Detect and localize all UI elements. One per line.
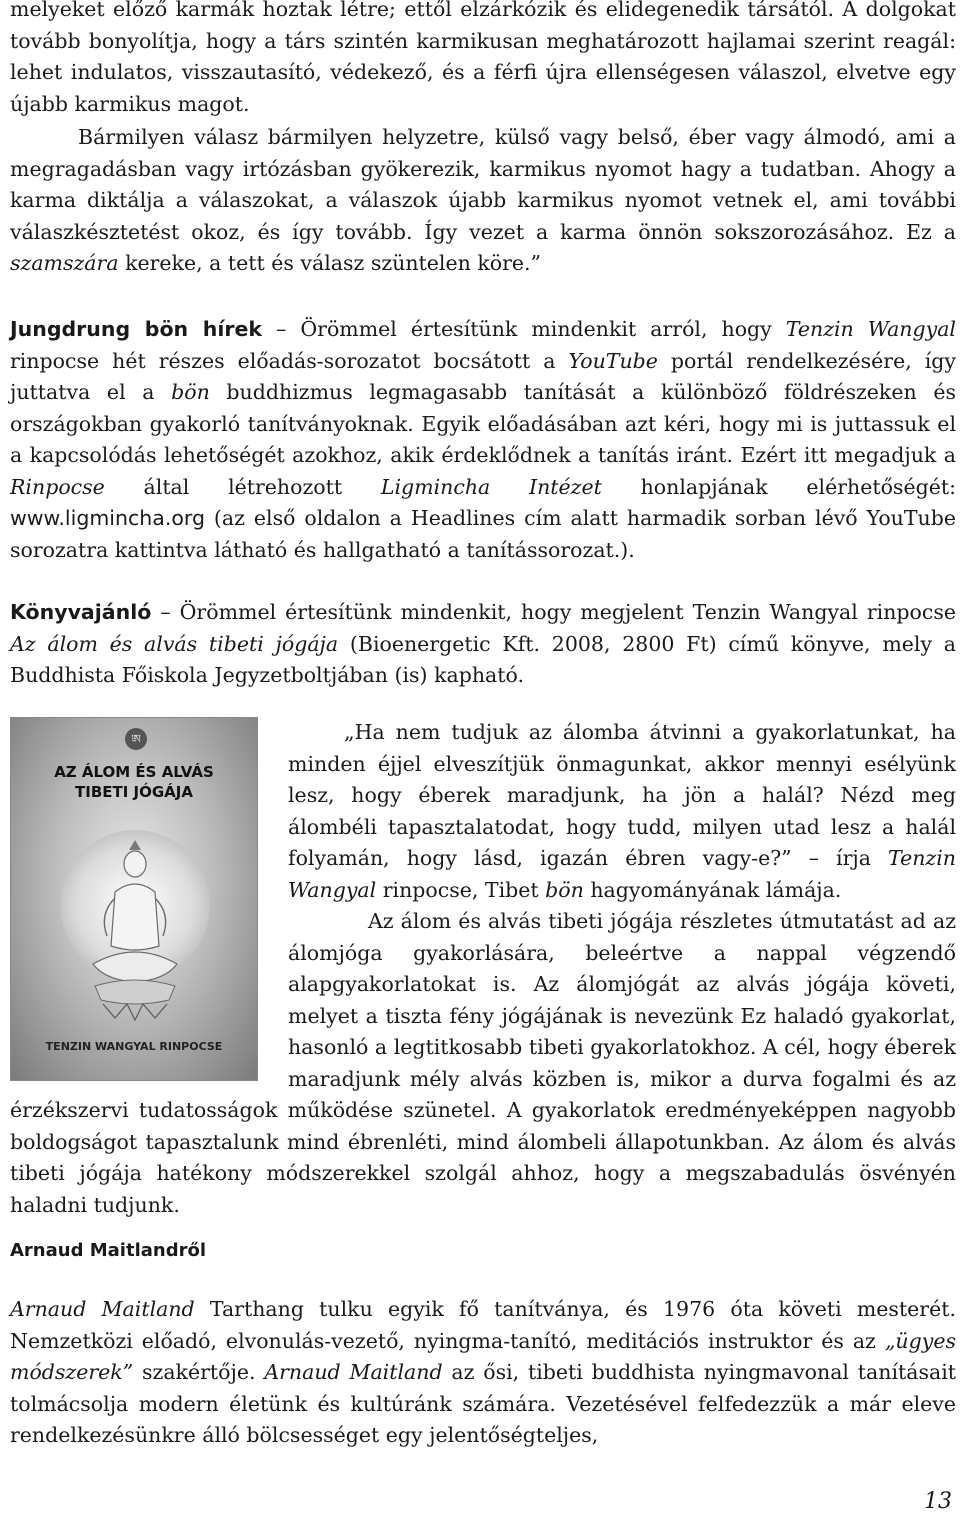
italic-term: „ügyes módszerek” [10,1328,956,1384]
italic-term: szamszára [10,251,119,275]
text-run: az ősi, tibeti buddhista nyingmavonal tanításait tolmácsolja modern életünk és kultúránk számára. Vezetésével felfedezzük a már eleve rendelkezésünkre álló bölcsességet egy jelentőségteljes, [10,1360,957,1447]
section-heading: Arnaud Maitlandről [10,1240,206,1261]
text-run: Örömmel értesítünk mindenkit arról, hogy [300,317,786,341]
paragraph-karma-intro [10,0,956,120]
emblem-icon: ཨ [125,728,147,750]
paragraph-book-recommendation [10,597,956,692]
paragraph-text: melyeket előző karmák hoztak létre; ettől elzárkózik és elidegenedik társától. A dolgokat tovább bonyolítja, hogy a társ szintén karmikusan meghatározott hajlamai szerint reagál: lehet indulatos, visszautasító, védekező, és a férfi újra ellenségesen válaszol, elvetve egy újabb karmikus magot. [10,0,956,116]
section-lead: Könyvajánló [10,600,152,624]
meditating-figure-icon [85,836,185,1036]
italic-name: Ligmincha Intézet [380,474,602,499]
italic-name: Tenzin Wangyal [288,846,956,902]
text-run: hagyományának lámája. [583,877,842,902]
text-run: kereke, a tett és válasz szüntelen köre.” [118,251,542,275]
italic-name: Tenzin Wangyal [785,317,956,341]
cover-title-line: AZ ÁLOM ÉS ALVÁS [54,763,214,781]
text-run: buddhizmus legmagasabb tanítását a különböző földrészeken és országokban gyakorló tanítványoknak. Egyik előadásában azt kéri, hogy mi is juttassuk el a kapcsolódás lehetőségét azokhoz, akik érdeklődnek a tanítás iránt. Ezért itt megadjuk a [10,380,956,467]
paragraph-jungdrung-news [10,314,956,566]
italic-book-title: Az álom és alvás tibeti jógája [10,631,339,656]
text-run: – Örömmel értesítünk mindenkit, hogy megjelent Tenzin Wangyal rinpocse [151,600,956,624]
website-url[interactable]: www.ligmincha.org [10,506,205,530]
text-run: Tarthang tulku egyik fő tanítványa, és 1976 óta követi mesterét. Nemzetközi előadó, elvonulás-vezető, nyingma-tanító, meditációs instruktor és az [10,1297,956,1353]
italic-name: Arnaud Maitland [10,1297,195,1321]
italic-name: Rinpocse [10,474,105,499]
text-run: honlapjának elérhetőségét: [601,474,956,499]
book-section [10,717,956,1221]
italic-name: YouTube [568,348,658,373]
italic-name: bön [545,877,584,902]
book-cover-author: TENZIN WANGYAL RINPOCSE [45,1040,223,1053]
text-run: portál rendelkezésére, így juttatva el a [10,348,956,404]
cover-title-line: TIBETI JÓGÁJA [75,783,193,801]
section-lead: Jungdrung bön hírek [10,317,263,341]
book-cover-image [10,717,258,1081]
italic-name: bön [171,380,210,404]
text-run: „Ha nem tudjuk az álomba átvinni a gyakorlatunkat, ha minden éjjel elveszítjük önmagunkat, akkor mennyi esélyünk lesz, hogy éberek maradjunk, ha jön a halál? Nézd meg álombéli tapasztalatodat, hogy tudd, milyen utad lesz a halál folyamán, hogy lásd, igazán ébren vagy-e?” – írja [288,720,956,870]
dash: – [262,317,301,341]
text-run: (az első oldalon a Headlines cím alatt harmadik sorban lévő YouTube sorozatra kattintva látható és hallgatható a tanítássorozat.). [10,506,956,562]
page-number: 13 [924,1489,952,1514]
text-run: rinpocse hét részes előadás-sorozatot bocsátott a [10,348,569,373]
text-run: Bármilyen válasz bármilyen helyzetre, külső vagy belső, éber vagy álmodó, ami a megragadásban vagy irtózásban gyökerezik, karmikus nyomot hagy a tudatban. Ahogy a karma diktálja a válaszokat, a válaszok újabb karmikus nyomot vetnek el, ami további válaszkésztetést okoz, és így tovább. Így vezet a karma önnön sokszorozásához. Ez a [10,125,956,244]
italic-name: Arnaud Maitland [264,1360,443,1384]
text-run: által létrehozott [104,474,381,499]
text-run: Az álom és alvás tibeti jógája részletes útmutatást ad az álomjóga gyakorlására, beleértve a nappal végzendő alapgyakorlatokat is. Az álomjógát az alvás jógája követi, melyet a tiszta fény jógájának is nevezünk Ez haladó gyakorlat, hasonló a legtitkosabb tibeti gyakorlatokhoz. A cél, hogy éberek maradjunk mély alvás közben is, mikor a durva fogalmi és az érzékszervi tudatosságok működése szünetel. A gyakorlatok eredményeképpen nagyobb boldogságot tapasztalunk mind ébrenléti, mind álombeli állapotunkban. Az álom és alvás tibeti jógája hatékony módszerekkel szolgál ahhoz, hogy a megszabadulás ösvényén haladni tudjunk. [10,909,956,1217]
text-run: szakértője. [133,1360,265,1384]
paragraph-arnaud-maitland [10,1294,956,1452]
book-cover-title [11,762,257,802]
text-run: (Bioenergetic Kft. 2008, 2800 Ft) című könyve, mely a Buddhista Főiskola Jegyzetboltjában (is) kapható. [10,631,956,687]
text-run: rinpocse, Tibet [376,877,546,902]
paragraph-karma-response [10,122,956,280]
